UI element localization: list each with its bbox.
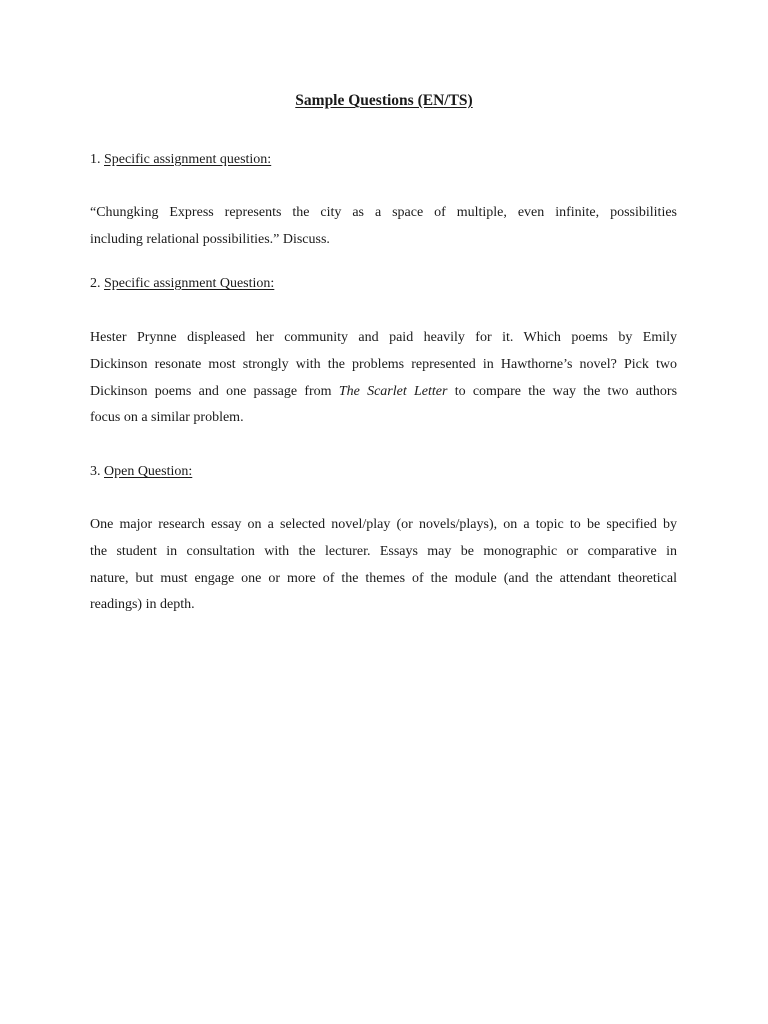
section-3-body	[90, 512, 677, 619]
scarlet-letter-title: The Scarlet Letter	[338, 383, 448, 399]
section-2-number: 2.	[90, 276, 101, 291]
section-1-line: “Chungking Express represents the city as a space of multiple, even infinite, possibilities	[90, 205, 677, 220]
section-3-line: the student in consultation with the lecturer. Essays may be monographic or comparative in	[90, 543, 677, 559]
section-1-number: 1.	[90, 152, 101, 167]
section-1-heading	[90, 152, 271, 168]
section-2-heading-label: Specific assignment Question:	[104, 276, 275, 291]
section-3-line: readings) in depth.	[90, 597, 195, 613]
section-2-line-part: Dickinson poems and one passage from	[90, 383, 332, 399]
section-1-line: including relational possibilities.” Discuss.	[90, 231, 330, 247]
section-1-body	[90, 200, 677, 254]
section-3-line: nature, but must engage one or more of the themes of the module (and the attendant theoretical	[90, 570, 677, 586]
document-title: Sample Questions (EN/TS)	[295, 92, 473, 109]
section-3-heading-label: Open Question:	[104, 464, 193, 479]
section-2-line-part: to compare the way the two authors	[454, 383, 678, 399]
section-1-heading-label: Specific assignment question:	[104, 152, 272, 167]
section-2-line: focus on a similar problem.	[90, 410, 244, 426]
section-3-line: One major research essay on a selected novel/play (or novels/plays), on a topic to be specified by	[90, 517, 677, 532]
section-2-line-with-title	[90, 379, 677, 406]
section-3-heading	[90, 464, 192, 480]
section-2-heading	[90, 276, 274, 292]
section-2-line: Hester Prynne displeased her community and paid heavily for it. Which poems by Emily	[90, 330, 677, 345]
section-2-body	[90, 325, 677, 432]
section-3-number: 3.	[90, 464, 101, 479]
section-2-line: Dickinson resonate most strongly with the problems represented in Hawthorne’s novel? Pick two	[90, 356, 677, 372]
